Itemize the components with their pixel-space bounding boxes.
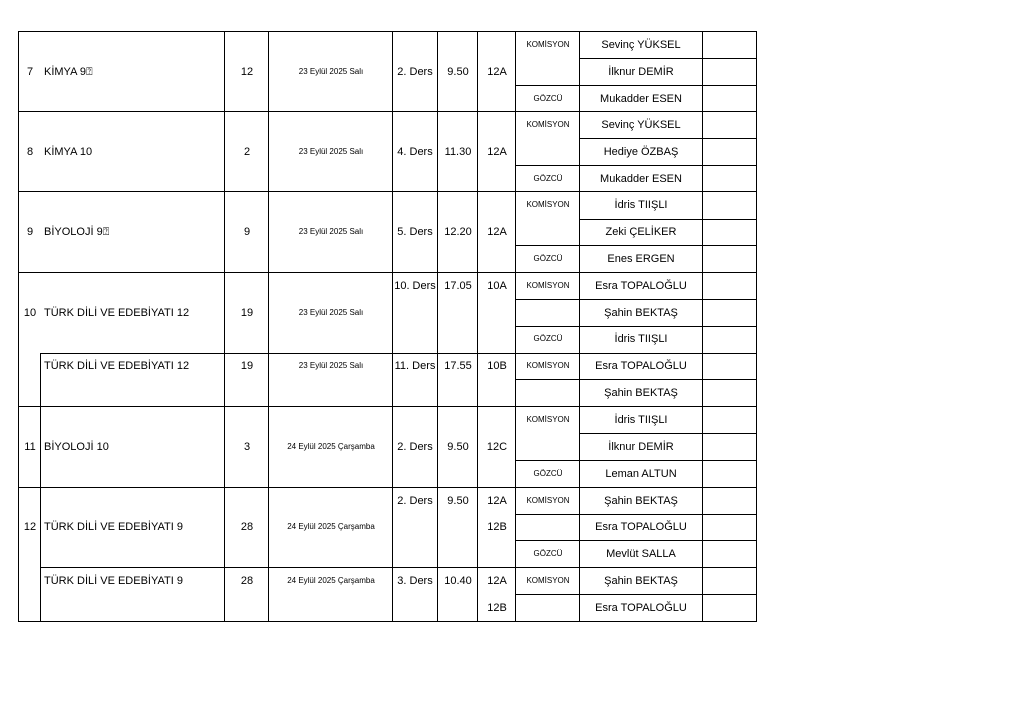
staff-name: Sevinç YÜKSEL	[601, 39, 681, 51]
staff-name: Şahin BEKTAŞ	[604, 575, 678, 587]
student-count: 2	[243, 146, 251, 158]
exam-class: 10B	[487, 360, 507, 372]
staff-role: KOMİSYON	[526, 120, 570, 129]
row-number: 7	[26, 66, 34, 78]
exam-date: 23 Eylül 2025 Salı	[298, 67, 364, 76]
staff-role: KOMİSYON	[526, 496, 570, 505]
staff-name: Şahin BEKTAŞ	[604, 387, 678, 399]
staff-role: KOMİSYON	[526, 40, 570, 49]
student-count: 28	[240, 521, 254, 533]
grid-line	[515, 540, 757, 541]
exam-period: 11. Ders	[394, 360, 436, 372]
grid-line	[18, 191, 757, 192]
row-number: 10	[23, 307, 37, 319]
staff-role: KOMİSYON	[526, 415, 570, 424]
exam-class: 12A	[487, 495, 507, 507]
row-number: 8	[26, 146, 34, 158]
exam-class: 12B	[487, 521, 507, 533]
grid-line	[515, 594, 757, 595]
staff-role: KOMİSYON	[526, 281, 570, 290]
exam-time: 12.20	[444, 226, 472, 238]
course-name: TÜRK DİLİ VE EDEBİYATI 12	[44, 307, 190, 319]
row-number: 11	[24, 441, 36, 453]
grid-line	[515, 85, 757, 86]
staff-role: GÖZCÜ	[533, 94, 563, 103]
grid-line	[515, 299, 757, 300]
grid-line	[579, 433, 757, 434]
grid-line	[515, 379, 757, 380]
course-name: BİYOLOJİ 9⍰	[44, 226, 110, 238]
staff-name: Esra TOPALOĞLU	[595, 602, 687, 614]
staff-name: Esra TOPALOĞLU	[595, 280, 687, 292]
course-name: TÜRK DİLİ VE EDEBİYATI 9	[44, 521, 183, 533]
exam-class: 12C	[486, 441, 508, 453]
staff-name: Leman ALTUN	[605, 468, 677, 480]
exam-class: 12B	[487, 602, 507, 614]
course-name: KİMYA 10	[44, 146, 93, 158]
exam-period: 2. Ders	[397, 495, 433, 507]
grid-line	[268, 31, 269, 622]
exam-period: 4. Ders	[397, 146, 433, 158]
staff-name: Esra TOPALOĞLU	[595, 521, 687, 533]
staff-role: KOMİSYON	[526, 361, 570, 370]
grid-line	[224, 31, 225, 622]
exam-date: 24 Eylül 2025 Çarşamba	[287, 522, 375, 531]
staff-name: Sevinç YÜKSEL	[601, 119, 681, 131]
staff-name: Enes ERGEN	[607, 253, 675, 265]
grid-line	[515, 326, 757, 327]
staff-name: Hediye ÖZBAŞ	[603, 146, 679, 158]
staff-role: GÖZCÜ	[533, 469, 563, 478]
exam-date: 24 Eylül 2025 Çarşamba	[287, 442, 375, 451]
staff-role: GÖZCÜ	[533, 174, 563, 183]
exam-period: 5. Ders	[397, 226, 433, 238]
staff-role: KOMİSYON	[526, 576, 570, 585]
grid-line	[40, 567, 516, 568]
grid-line	[18, 272, 757, 273]
staff-name: Esra TOPALOĞLU	[595, 360, 687, 372]
staff-role: GÖZCÜ	[533, 334, 563, 343]
staff-name: İdris TIIŞLI	[614, 333, 668, 345]
exam-time: 9.50	[447, 495, 469, 507]
grid-line	[477, 31, 478, 622]
row-number: 9	[26, 226, 34, 238]
staff-name: Şahin BEKTAŞ	[604, 495, 678, 507]
row-number: 12	[23, 521, 37, 533]
student-count: 28	[240, 575, 254, 587]
exam-time: 17.55	[444, 360, 472, 372]
exam-time: 11.30	[444, 146, 472, 158]
staff-role: GÖZCÜ	[533, 254, 563, 263]
exam-class: 12A	[487, 226, 507, 238]
staff-name: İdris TIIŞLI	[614, 199, 668, 211]
grid-line	[515, 245, 757, 246]
grid-line	[18, 111, 757, 112]
staff-name: İlknur DEMİR	[608, 66, 674, 78]
grid-line	[515, 460, 757, 461]
student-count: 19	[240, 307, 254, 319]
exam-time: 17.05	[444, 280, 472, 292]
grid-line	[18, 31, 19, 622]
staff-name: Mukadder ESEN	[600, 173, 682, 185]
grid-line	[515, 353, 757, 354]
grid-line	[579, 219, 757, 220]
grid-line	[515, 165, 757, 166]
exam-date: 23 Eylül 2025 Salı	[298, 147, 364, 156]
grid-line	[392, 31, 393, 622]
grid-line	[515, 514, 757, 515]
student-count: 3	[243, 441, 251, 453]
exam-period: 10. Ders	[394, 280, 436, 292]
exam-time: 10.40	[444, 575, 472, 587]
student-count: 12	[240, 66, 254, 78]
grid-line	[18, 406, 757, 407]
exam-class: 12A	[487, 575, 507, 587]
staff-name: Mukadder ESEN	[600, 93, 682, 105]
grid-line	[18, 487, 757, 488]
staff-name: Zeki ÇELİKER	[605, 226, 677, 238]
exam-period: 2. Ders	[397, 441, 433, 453]
exam-date: 23 Eylül 2025 Salı	[298, 361, 364, 370]
exam-date: 23 Eylül 2025 Salı	[298, 227, 364, 236]
student-count: 19	[240, 360, 254, 372]
exam-class: 12A	[487, 146, 507, 158]
grid-line	[579, 138, 757, 139]
grid-line	[18, 31, 757, 32]
exam-date: 23 Eylül 2025 Salı	[298, 308, 364, 317]
exam-period: 2. Ders	[397, 66, 433, 78]
course-name: TÜRK DİLİ VE EDEBİYATI 12	[44, 360, 190, 372]
staff-name: İlknur DEMİR	[608, 441, 674, 453]
exam-class: 10A	[487, 280, 507, 292]
grid-line	[579, 58, 757, 59]
staff-name: İdris TIIŞLI	[614, 414, 668, 426]
staff-role: KOMİSYON	[526, 200, 570, 209]
grid-line	[515, 567, 757, 568]
exam-class: 12A	[487, 66, 507, 78]
grid-line	[40, 353, 516, 354]
exam-time: 9.50	[447, 66, 469, 78]
staff-name: Mevlüt SALLA	[606, 548, 676, 560]
staff-name: Şahin BEKTAŞ	[604, 307, 678, 319]
course-name: KİMYA 9⍰	[44, 66, 93, 78]
grid-line	[18, 621, 757, 622]
course-name: BİYOLOJİ 10	[44, 441, 109, 453]
exam-date: 24 Eylül 2025 Çarşamba	[287, 576, 375, 585]
staff-role: GÖZCÜ	[533, 549, 563, 558]
student-count: 9	[243, 226, 251, 238]
exam-time: 9.50	[447, 441, 469, 453]
course-name: TÜRK DİLİ VE EDEBİYATI 9	[44, 575, 183, 587]
grid-line	[437, 31, 438, 622]
exam-period: 3. Ders	[397, 575, 433, 587]
